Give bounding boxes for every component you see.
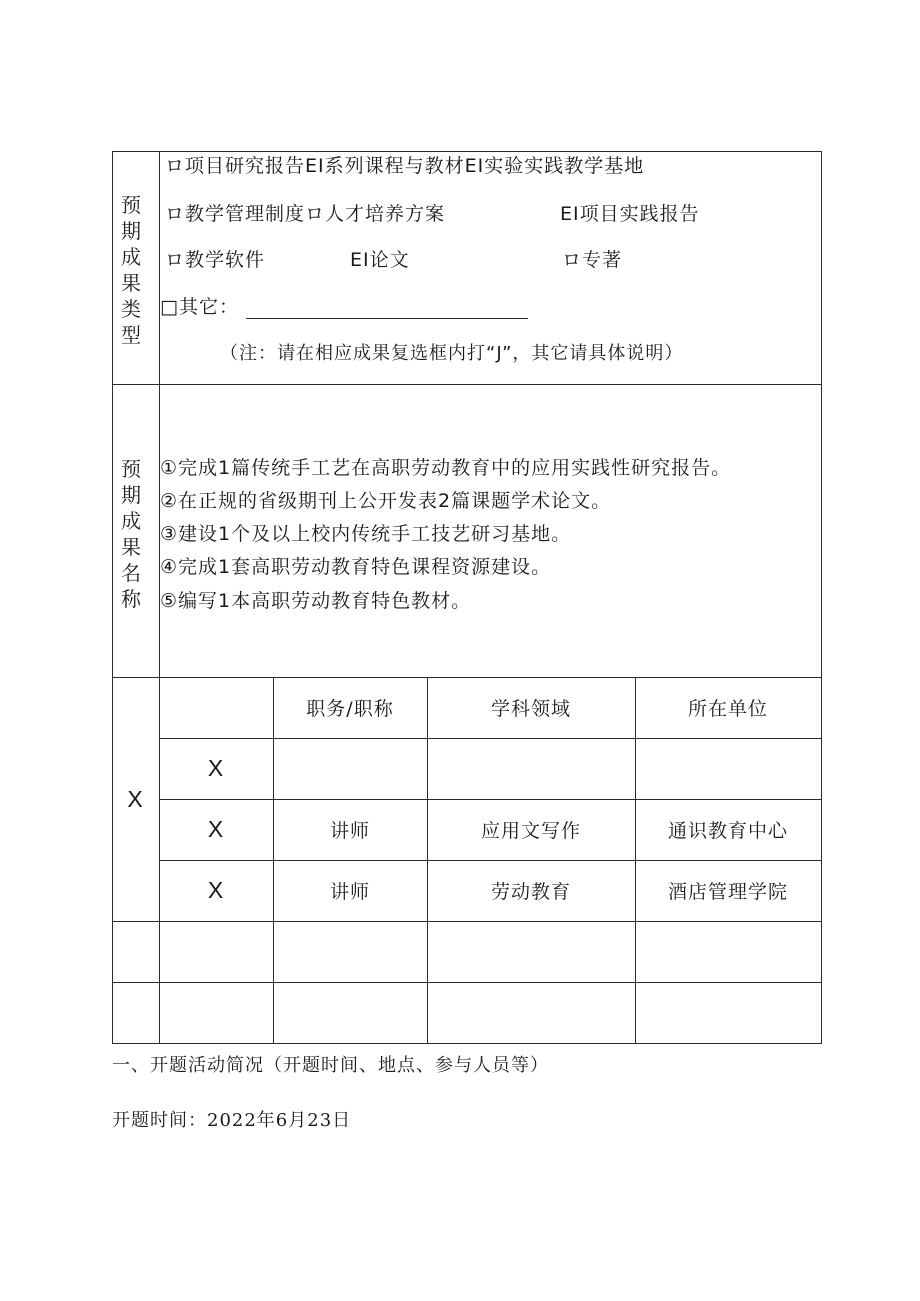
header-position-title: 职务/职称: [306, 698, 394, 720]
member-field: 劳动教育: [490, 881, 571, 903]
type-note: （注：请在相应成果复选框内打“J”，其它请具体说明）: [220, 343, 684, 364]
empty-row-cell: [112, 921, 159, 982]
members-section-label: X: [127, 785, 144, 812]
header-organization: 所在单位: [687, 698, 768, 720]
member-field: [427, 738, 635, 799]
outcome-item: ⑤编写1本高职劳动教育特色教材。: [160, 590, 472, 612]
member-org: 酒店管理学院: [667, 881, 788, 903]
member-name: X: [207, 816, 225, 842]
outcome-item: ④完成1套高职劳动教育特色课程资源建设。: [160, 556, 552, 578]
member-name: X: [207, 877, 225, 903]
outcome-item: ③建设1个及以上校内传统手工技艺研习基地。: [160, 523, 572, 545]
member-title: 讲师: [329, 820, 370, 842]
table-right-border: [821, 151, 822, 1044]
divider-type-name: [112, 384, 822, 385]
name-section-label: 预期成果名称: [121, 457, 141, 611]
member-field: 应用文写作: [480, 820, 581, 842]
member-org: [635, 738, 821, 799]
open-date: 开题时间：2022年6月23日: [112, 1110, 352, 1131]
member-row-line: [112, 921, 822, 922]
type-row-2-left: ロ教学管理制度ロ人才培养方案: [165, 203, 446, 225]
type-row-3-monograph: ロ专著: [562, 249, 623, 271]
table-top-border: [112, 151, 822, 152]
members-header-blank: [159, 677, 273, 738]
other-fill-line: [246, 318, 528, 319]
outcome-item: ①完成1篇传统手工艺在高职劳动教育中的应用实践性研究报告。: [160, 457, 732, 479]
member-title: 讲师: [329, 881, 370, 903]
member-row-line: [112, 982, 822, 983]
member-org: 通识教育中心: [667, 820, 788, 842]
outcome-item: ②在正规的省级期刊上公开发表2篇课题学术论文。: [160, 490, 612, 512]
type-row-3-paper: EI论文: [350, 249, 410, 271]
header-subject-field: 学科领域: [490, 698, 571, 720]
table-bottom-border: [112, 1043, 822, 1044]
type-section-label: 预期成果类型: [121, 193, 141, 347]
type-row-3-software: ロ教学软件: [165, 249, 266, 271]
member-title: [273, 738, 427, 799]
type-row-1: ロ项目研究报告EI系列课程与教材EI实验实践教学基地: [165, 155, 645, 177]
type-other-label: □其它：: [160, 296, 239, 318]
empty-row-cell: [112, 982, 159, 1043]
section-heading: 一、开题活动简况（开题时间、地点、参与人员等）: [112, 1055, 549, 1076]
type-row-2-right: EI项目实践报告: [560, 203, 700, 225]
member-name: X: [207, 755, 225, 781]
